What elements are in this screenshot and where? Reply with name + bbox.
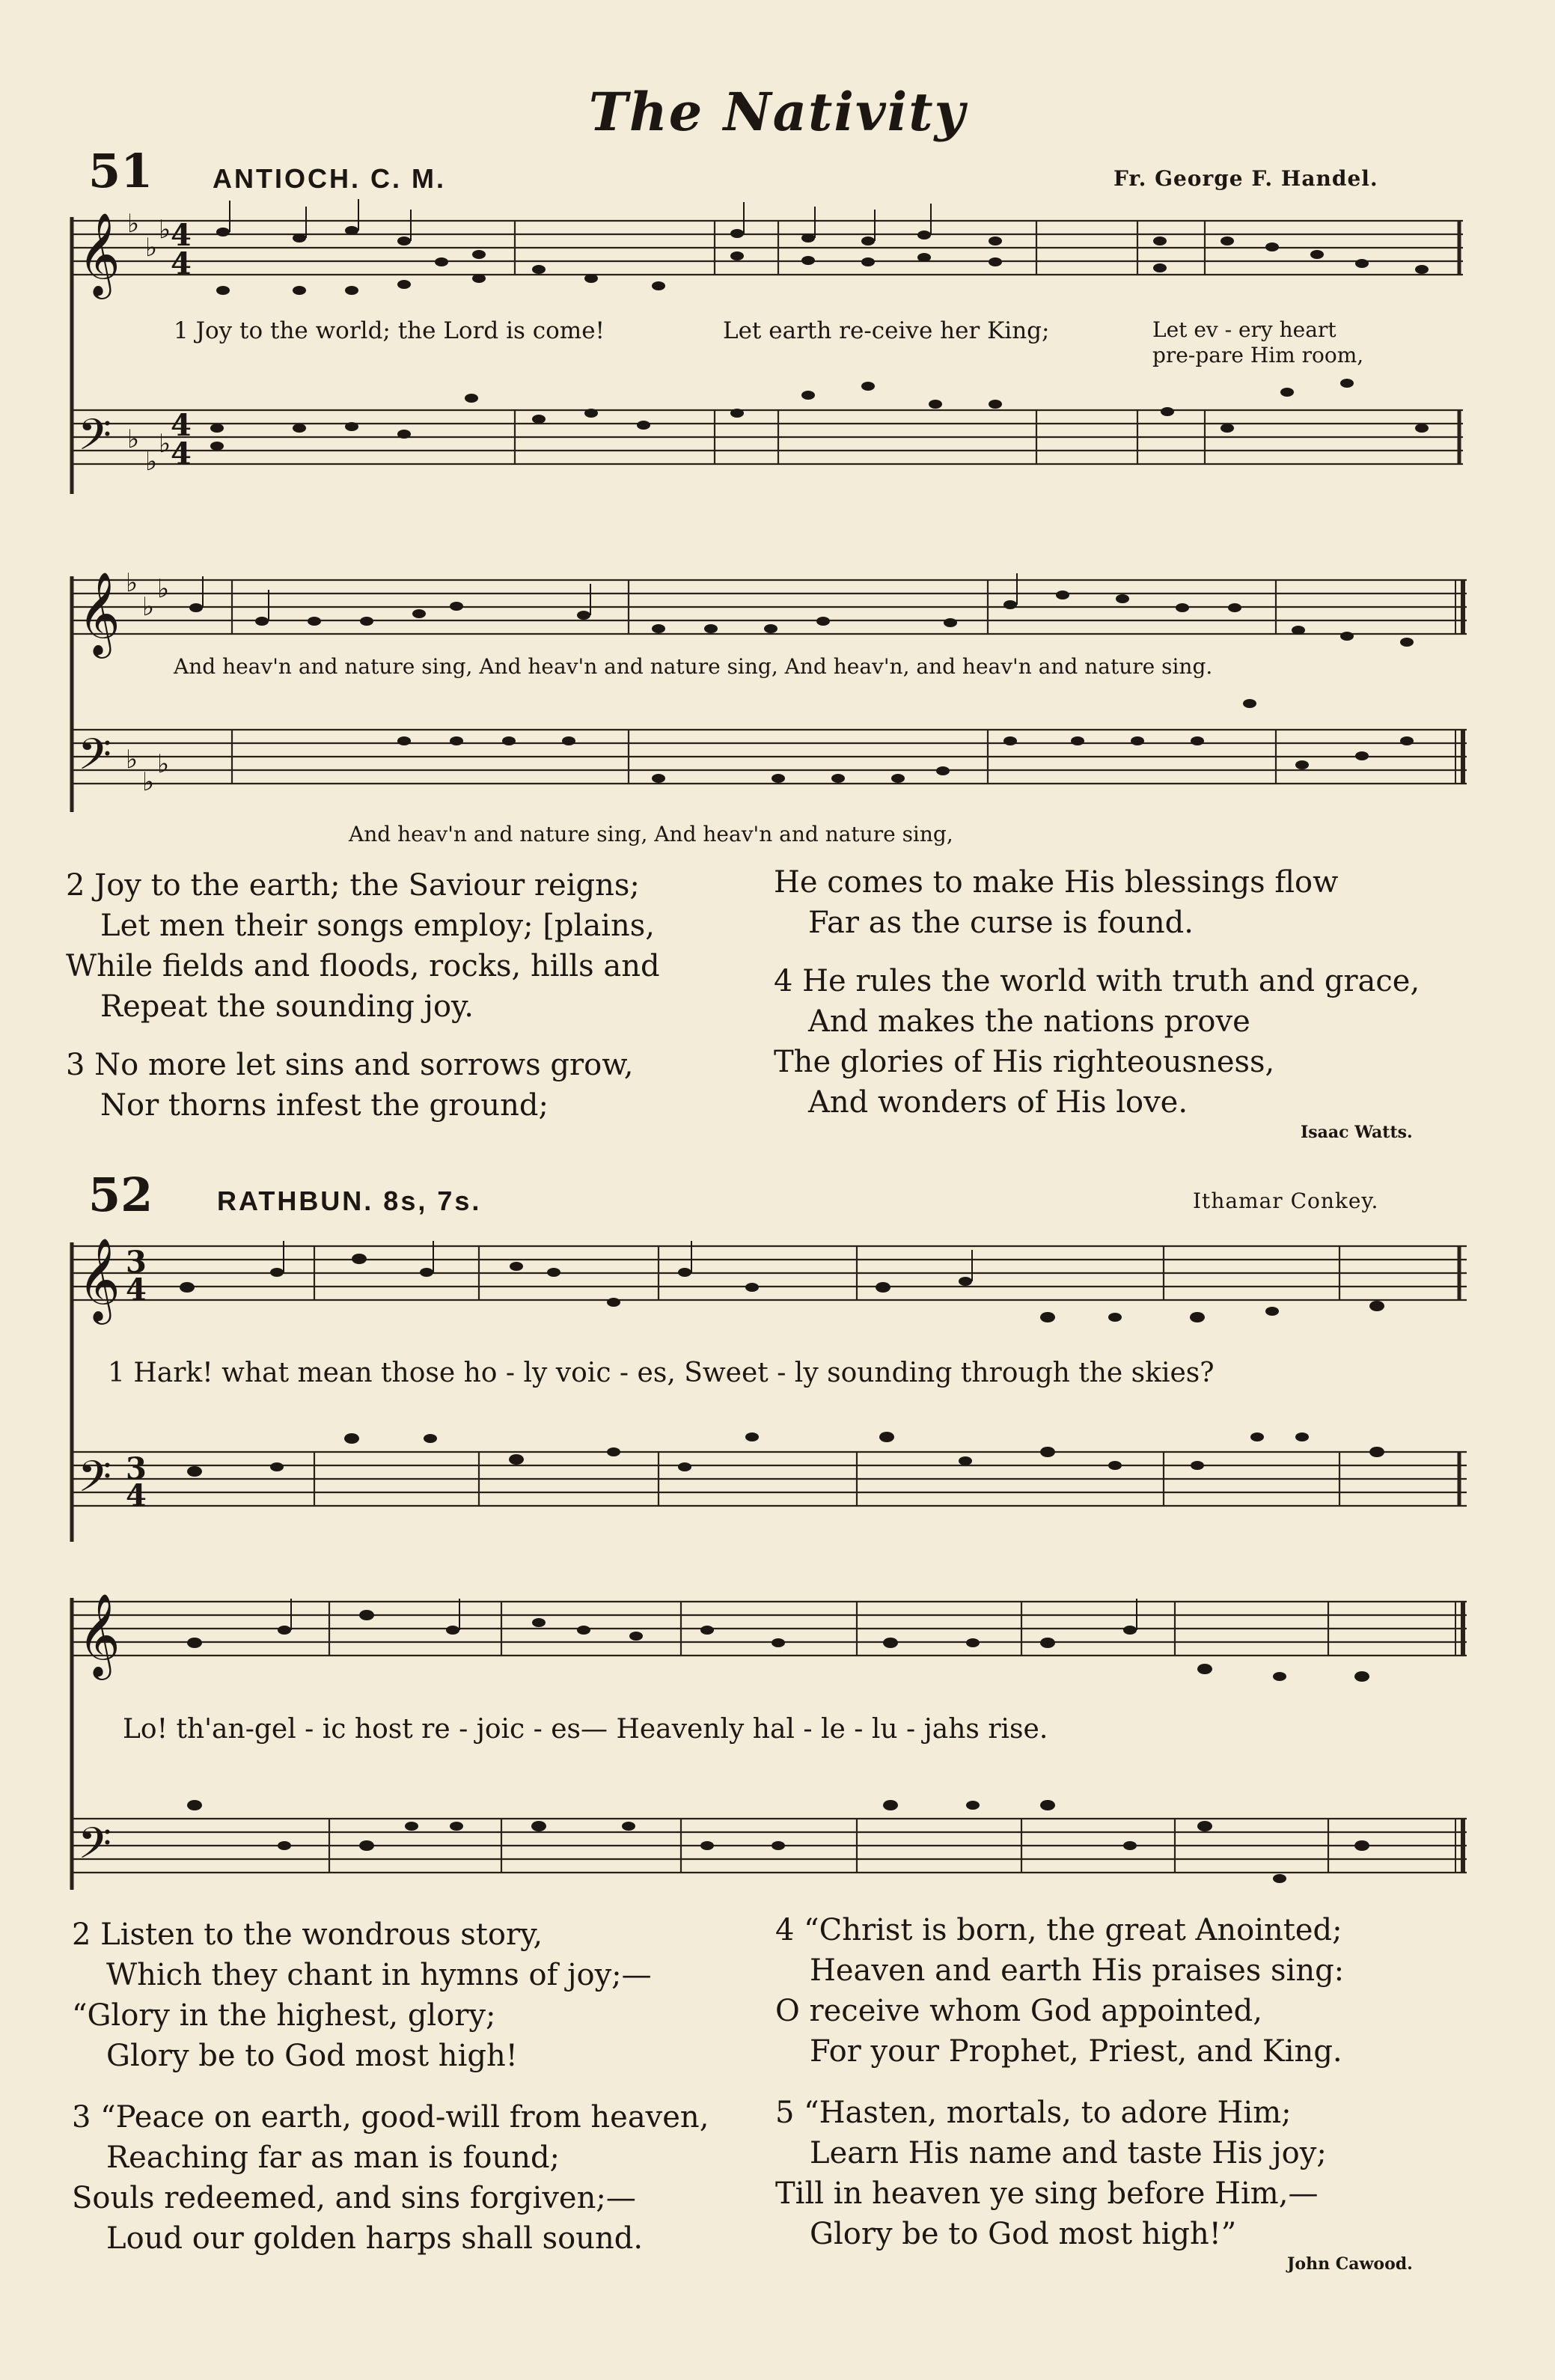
svg-text:4: 4 <box>126 1478 147 1513</box>
verse-line: 2 Joy to the earth; the Saviour reigns; <box>66 868 640 903</box>
treble-clef-icon: 𝄞 <box>78 571 120 655</box>
svg-text:♭: ♭ <box>157 574 170 604</box>
verse-line: Far as the curse is found. <box>808 906 1194 940</box>
svg-text:♭: ♭ <box>126 568 138 598</box>
svg-text:4: 4 <box>171 408 192 443</box>
staff-51-2-bass <box>72 730 1467 784</box>
verse-line: For your Prophet, Priest, and King. <box>810 2034 1342 2069</box>
verse-line: 5 “Hasten, mortals, to adore Him; <box>775 2096 1292 2130</box>
svg-text:♭: ♭ <box>145 447 158 477</box>
svg-text:3: 3 <box>126 1245 147 1280</box>
verse-line: 3 No more let sins and sorrows grow, <box>66 1048 634 1082</box>
verse-line: 3 “Peace on earth, good-will from heaven, <box>72 2100 709 2135</box>
treble-clef-icon: 𝄞 <box>78 1237 120 1321</box>
svg-text:♭: ♭ <box>127 209 140 239</box>
bass-clef-icon: 𝄢 <box>78 1818 112 1879</box>
hymn-number: 52 <box>88 1168 153 1222</box>
svg-text:3: 3 <box>126 1451 147 1486</box>
treble-clef-icon: 𝄞 <box>78 212 120 296</box>
verse-line: Till in heaven ye sing before Him,— <box>775 2176 1319 2211</box>
verse-line: Reaching far as man is found; <box>106 2141 560 2175</box>
verse-line: Which they chant in hymns of joy;— <box>106 1958 652 1992</box>
verse-line: “Glory in the highest, glory; <box>72 1998 496 2033</box>
svg-text:♭: ♭ <box>157 749 170 779</box>
svg-text:♭: ♭ <box>145 233 158 263</box>
bass-clef-icon: 𝄢 <box>78 1451 112 1513</box>
staff-51-1-bass <box>72 410 1463 464</box>
lyric-line: Lo! th'an-gel - ic host re - joic - es— Heavenly hal - le - lu - jahs rise. <box>123 1714 1048 1745</box>
author: Isaac Watts. <box>1301 1123 1413 1142</box>
verse-line: And makes the nations prove <box>808 1004 1250 1039</box>
verse-line: Loud our golden harps shall sound. <box>106 2221 644 2256</box>
verse-line: The glories of His righteousness, <box>774 1045 1275 1079</box>
verse-line: Repeat the sounding joy. <box>100 989 474 1024</box>
svg-text:♭: ♭ <box>142 592 155 622</box>
verse-line: Glory be to God most high!” <box>810 2217 1237 2251</box>
page-title: The Nativity <box>588 81 967 143</box>
verse-line: Nor thorns infest the ground; <box>100 1088 549 1123</box>
verse-line: And wonders of His love. <box>808 1085 1188 1120</box>
svg-text:♭: ♭ <box>159 215 171 245</box>
verse-block-left <box>66 865 660 1126</box>
verse-block-left <box>72 1914 709 2259</box>
lyric-line: Let earth re-ceive her King; <box>723 317 1050 344</box>
bass-clef-icon: 𝄢 <box>78 729 112 790</box>
svg-text:4: 4 <box>171 246 192 281</box>
verse-line: Heaven and earth His praises sing: <box>810 1953 1345 1988</box>
verse-line: 4 “Christ is born, the great Anointed; <box>775 1913 1342 1947</box>
lyric-line: pre-pare Him room, <box>1152 343 1364 367</box>
verse-line: O receive whom God appointed, <box>775 1994 1262 2028</box>
svg-text:♭: ♭ <box>142 767 155 797</box>
svg-text:4: 4 <box>126 1272 147 1308</box>
hymn-number: 51 <box>88 144 153 198</box>
verse-block-right <box>774 862 1420 1123</box>
verse-line: Learn His name and taste His joy; <box>810 2136 1327 2170</box>
lyric-line: And heav'n and nature sing, And heav'n and nature sing, <box>349 822 953 846</box>
composer: Ithamar Conkey. <box>1193 1189 1379 1213</box>
composer: Fr. George F. Handel. <box>1113 166 1378 191</box>
author: John Cawood. <box>1287 2254 1413 2274</box>
verse-line: Glory be to God most high! <box>106 2039 518 2073</box>
bass-clef-icon: 𝄢 <box>78 409 112 471</box>
verse-line: Let men their songs employ; [plains, <box>100 909 655 943</box>
staff-52-1-bass <box>72 1452 1467 1506</box>
lyric-line: 1 Hark! what mean those ho - ly voic - es, Sweet - ly sounding through the skies? <box>108 1358 1215 1388</box>
lyric-line: 1 Joy to the world; the Lord is come! <box>174 317 605 344</box>
verse-block-right <box>775 1910 1344 2254</box>
verse-line: 2 Listen to the wondrous story, <box>72 1917 543 1952</box>
svg-text:♭: ♭ <box>127 424 140 454</box>
verse-line: Souls redeemed, and sins forgiven;— <box>72 2181 636 2215</box>
svg-text:4: 4 <box>171 218 192 253</box>
tune-name: RATHBUN. 8s, 7s. <box>217 1186 482 1216</box>
verse-line: While fields and floods, rocks, hills and <box>66 949 660 983</box>
verse-line: 4 He rules the world with truth and grace, <box>774 964 1420 998</box>
svg-text:♭: ♭ <box>159 429 171 459</box>
treble-clef-icon: 𝄞 <box>78 1593 120 1676</box>
staff-51-1-treble <box>72 221 1463 275</box>
lyric-line: And heav'n and nature sing, And heav'n and nature sing, And heav'n, and heav'n and nature sing. <box>174 654 1213 679</box>
lyric-line: Let ev - ery heart <box>1152 317 1336 342</box>
svg-text:4: 4 <box>171 436 192 472</box>
tune-name: ANTIOCH. C. M. <box>213 163 446 194</box>
verse-line: He comes to make His blessings flow <box>774 865 1339 900</box>
svg-text:♭: ♭ <box>126 745 138 775</box>
